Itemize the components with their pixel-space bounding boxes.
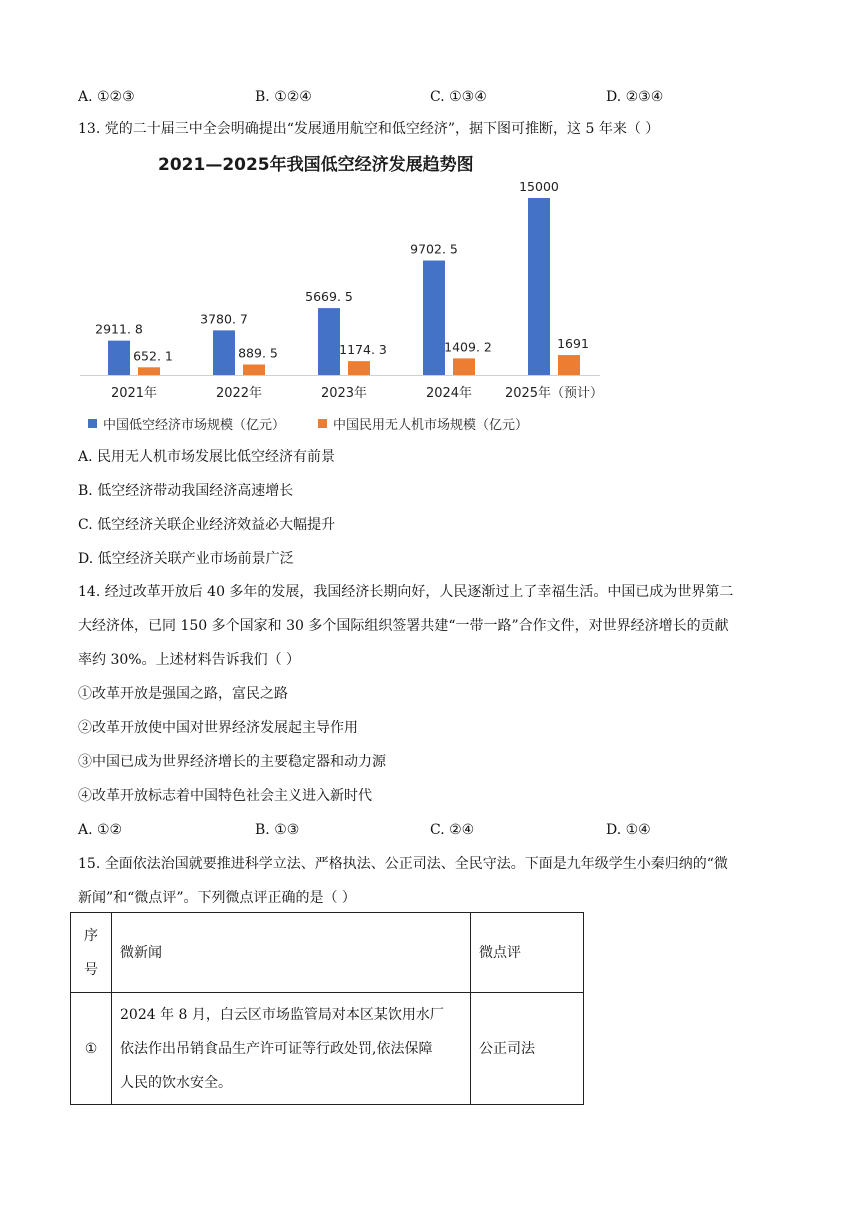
x-tick-label: 2025年（预计） (504, 386, 604, 401)
q14-option-c: C. ②④ (430, 822, 475, 838)
bar-drone-1 (243, 365, 265, 375)
legend-label: 中国低空经济市场规模（亿元） (103, 418, 286, 433)
q14-stem-line-3: 率约 30%。上述材料告诉我们（ ） (78, 652, 301, 668)
q14-option-a: A. ①② (78, 822, 123, 838)
q15-stem-line-1: 15. 全面依法治国就要推进科学立法、严格执法、公正司法、全民守法。下面是九年级学生小秦归纳的“微 (78, 856, 728, 872)
bar-low-altitude-2 (318, 308, 340, 375)
x-tick-label: 2021年 (110, 386, 158, 401)
x-tick-label: 2024年 (425, 386, 473, 401)
row-news: 2024 年 8 月，白云区市场监管局对本区某饮用水厂 依法作出吊销食品生产许可证等行政处罚,依法保障 人民的饮水安全。 (112, 993, 471, 1105)
legend-swatch-orange (318, 419, 327, 428)
bar-low-altitude-3 (423, 261, 445, 375)
q13-option-d: D. 低空经济关联产业市场前景广泛 (78, 551, 294, 567)
data-label: 1691 (557, 336, 589, 352)
news-table (70, 912, 584, 1105)
q14-option-b: B. ①③ (255, 822, 300, 838)
data-label: 3780. 7 (200, 311, 248, 327)
q13-option-b: B. 低空经济带动我国经济高速增长 (78, 483, 294, 499)
data-label: 9702. 5 (410, 241, 458, 257)
bar-low-altitude-1 (213, 330, 235, 375)
x-tick-label: 2023年 (320, 386, 368, 401)
bar-drone-4 (558, 355, 580, 375)
legend-item-series-2 (318, 414, 528, 433)
legend-item-series-1 (88, 414, 285, 433)
row-comment: 公正司法 (471, 993, 584, 1105)
q13-stem: 13. 党的二十届三中全会明确提出“发展通用航空和低空经济”，据下图可推断，这 5 年来（ ） (78, 121, 660, 137)
q14-item-3: ③中国已成为世界经济增长的主要稳定器和动力源 (78, 754, 386, 770)
table-header-row (71, 913, 584, 993)
data-label: 652. 1 (133, 348, 173, 364)
header-cell-index: 序 号 (71, 913, 112, 993)
table-row (71, 993, 584, 1105)
data-label: 15000 (519, 179, 559, 194)
bar-chart (70, 170, 630, 410)
bar-drone-2 (348, 361, 370, 375)
q13-option-c: C. 低空经济关联企业经济效益必大幅提升 (78, 517, 336, 533)
q15-stem-line-2: 新闻”和“微点评”。下列微点评正确的是（ ） (78, 890, 356, 906)
header-cell-news: 微新闻 (112, 913, 471, 993)
bar-drone-3 (453, 358, 475, 375)
x-tick-label: 2022年 (215, 386, 263, 401)
header-cell-comment: 微点评 (471, 913, 584, 993)
q14-item-2: ②改革开放使中国对世界经济发展起主导作用 (78, 720, 358, 736)
q14-item-1: ①改革开放是强国之路，富民之路 (78, 686, 288, 702)
legend-swatch-blue (88, 419, 97, 428)
data-label: 889. 5 (238, 345, 278, 361)
q12-option-d: D. ②③④ (606, 89, 664, 105)
bar-low-altitude-4 (528, 198, 550, 375)
q14-item-4: ④改革开放标志着中国特色社会主义进入新时代 (78, 788, 372, 804)
q12-option-c: C. ①③④ (430, 89, 487, 105)
q13-option-a: A. 民用无人机市场发展比低空经济有前景 (78, 449, 336, 465)
q14-option-d: D. ①④ (606, 822, 651, 838)
q14-stem-line-2: 大经济体，已同 150 多个国家和 30 多个国际组织签署共建“一带一路”合作文件，对世界经济增长的贡献 (78, 618, 729, 634)
q12-option-a: A. ①②③ (78, 89, 135, 105)
data-label: 1174. 3 (339, 342, 387, 358)
bar-low-altitude-0 (108, 341, 130, 375)
legend-label: 中国民用无人机市场规模（亿元） (333, 418, 529, 433)
row-index: ① (71, 993, 112, 1105)
q12-option-b: B. ①②④ (255, 89, 312, 105)
chart-title: 2021—2025年我国低空经济发展趋势图 (158, 155, 474, 175)
bar-drone-0 (138, 367, 160, 375)
data-label: 1409. 2 (444, 339, 492, 355)
data-label: 2911. 8 (95, 321, 143, 337)
data-label: 5669. 5 (305, 289, 353, 305)
q14-stem-line-1: 14. 经过改革开放后 40 多年的发展，我国经济长期向好，人民逐渐过上了幸福生活。中国已成为世界第二 (78, 584, 734, 600)
